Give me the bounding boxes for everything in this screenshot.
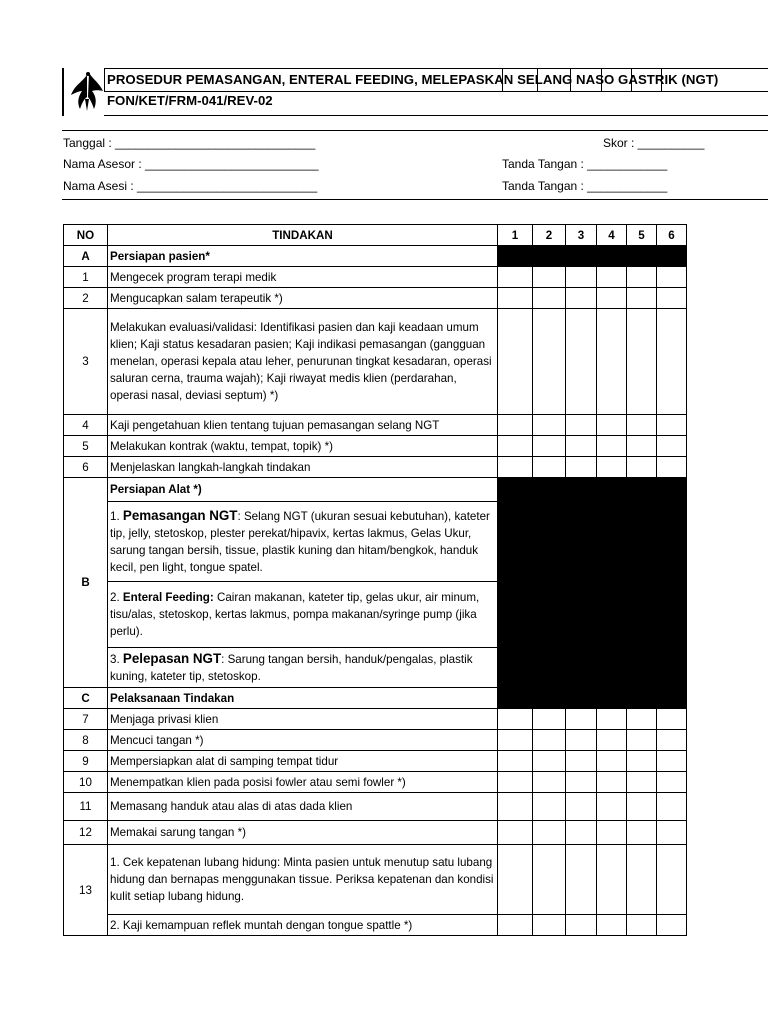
item-heading: Enteral Feeding: [122, 591, 214, 604]
grid-line [601, 69, 602, 91]
row-no: 8 [64, 730, 108, 751]
score-cell[interactable] [498, 457, 533, 478]
score-cell[interactable] [627, 915, 657, 936]
header-score-5: 5 [627, 225, 657, 246]
section-c-title: Pelaksanaan Tindakan [108, 688, 498, 709]
row-text: 2. Kaji kemampuan reflek muntah dengan tongue spattle *) [108, 915, 498, 936]
score-cell[interactable] [498, 751, 533, 772]
score-cell[interactable] [566, 309, 597, 415]
score-cell[interactable] [597, 309, 627, 415]
row-no: 4 [64, 415, 108, 436]
section-a-title: Persiapan pasien* [108, 246, 498, 267]
grid-line [570, 69, 571, 91]
score-cell[interactable] [566, 845, 597, 915]
score-cell[interactable] [657, 793, 687, 821]
header-no: NO [64, 225, 108, 246]
table-row [64, 457, 687, 478]
score-cell[interactable] [533, 915, 566, 936]
score-cell[interactable] [533, 709, 566, 730]
score-cell[interactable] [627, 845, 657, 915]
row-no: 11 [64, 793, 108, 821]
row-no: 10 [64, 772, 108, 793]
grid-line [502, 69, 503, 91]
score-cell[interactable] [533, 751, 566, 772]
row-text: Kaji pengetahuan klien tentang tujuan pemasangan selang NGT [108, 415, 498, 436]
row-text: Menjelaskan langkah-langkah tindakan [108, 457, 498, 478]
section-a-blackout [498, 246, 687, 267]
score-cell[interactable] [533, 845, 566, 915]
score-cell[interactable] [597, 793, 627, 821]
score-cell[interactable] [627, 772, 657, 793]
score-cell[interactable] [566, 821, 597, 845]
score-cell[interactable] [627, 288, 657, 309]
row-no: 6 [64, 457, 108, 478]
item-prefix: 1. [110, 510, 123, 523]
score-cell[interactable] [533, 309, 566, 415]
row-text: Mencuci tangan *) [108, 730, 498, 751]
score-cell[interactable] [566, 793, 597, 821]
score-cell[interactable] [627, 751, 657, 772]
table-row [64, 267, 687, 288]
header-score-6: 6 [657, 225, 687, 246]
score-cell[interactable] [597, 845, 627, 915]
row-no: 13 [64, 845, 108, 936]
tanda-tangan-asesi-field[interactable]: Tanda Tangan : ____________ [502, 179, 668, 193]
table-row [64, 772, 687, 793]
score-cell[interactable] [566, 457, 597, 478]
table-row [64, 730, 687, 751]
table-row [64, 309, 687, 415]
row-no: 7 [64, 709, 108, 730]
row-no: 9 [64, 751, 108, 772]
header-score-2: 2 [533, 225, 566, 246]
row-text: Menjaga privasi klien [108, 709, 498, 730]
logo-frame [62, 68, 106, 116]
score-cell[interactable] [566, 915, 597, 936]
score-cell[interactable] [533, 457, 566, 478]
score-cell[interactable] [627, 309, 657, 415]
tanda-tangan-asesor-field[interactable]: Tanda Tangan : ____________ [502, 157, 668, 171]
table-row [64, 821, 687, 845]
item-body: : Sarung tangan bersih, handuk/pengalas, plastik kuning, kateter tip, stetoskop. [110, 653, 473, 683]
grid-line [661, 69, 662, 91]
row-text: Memasang handuk atau alas di atas dada klien [108, 793, 498, 821]
section-b-blackout [498, 478, 687, 709]
score-cell[interactable] [566, 415, 597, 436]
nama-asesor-field[interactable]: Nama Asesor : __________________________ [63, 157, 319, 171]
form-title: PROSEDUR PEMASANGAN, ENTERAL FEEDING, MELEPASKAN SELANG NASO GASTRIK (NGT) [107, 72, 719, 87]
score-cell[interactable] [657, 915, 687, 936]
score-cell[interactable] [533, 267, 566, 288]
score-cell[interactable] [657, 709, 687, 730]
score-cell[interactable] [597, 415, 627, 436]
score-cell[interactable] [533, 772, 566, 793]
table-row [64, 793, 687, 821]
score-cell[interactable] [597, 821, 627, 845]
grid-line [631, 69, 632, 91]
form-code: FON/KET/FRM-041/REV-02 [107, 93, 273, 108]
score-cell[interactable] [533, 415, 566, 436]
score-cell[interactable] [657, 457, 687, 478]
row-text: 1. Cek kepatenan lubang hidung: Minta pasien untuk menutup satu lubang hidung dan bernapas menggunakan tissue. Periksa kepatenan dan kondisi kulit setiap lubang hidung. [108, 845, 498, 915]
row-text: Mengucapkan salam terapeutik *) [108, 288, 498, 309]
score-cell[interactable] [498, 436, 533, 457]
row-no: 5 [64, 436, 108, 457]
score-cell[interactable] [597, 709, 627, 730]
item-heading: Pelepasan NGT [122, 651, 222, 666]
score-cell[interactable] [597, 436, 627, 457]
score-cell[interactable] [657, 772, 687, 793]
score-cell[interactable] [627, 821, 657, 845]
table-header-row [64, 225, 687, 246]
score-cell[interactable] [498, 793, 533, 821]
score-cell[interactable] [627, 730, 657, 751]
table-row [64, 709, 687, 730]
grid-line [537, 69, 538, 91]
score-cell[interactable] [533, 730, 566, 751]
row-text: Mempersiapkan alat di samping tempat tidur [108, 751, 498, 772]
section-b-title: Persiapan Alat *) [108, 478, 498, 502]
score-cell[interactable] [498, 845, 533, 915]
item-body: Cairan makanan, kateter tip, gelas ukur, air minum, tisu/alas, stetoskop, kertas lakmus, pompa makanan/syringe pump (jika perlu). [110, 591, 480, 638]
score-cell[interactable] [627, 709, 657, 730]
table-row [64, 288, 687, 309]
row-text: Mengecek program terapi medik [108, 267, 498, 288]
tanggal-field[interactable]: Tanggal : ______________________________ [63, 136, 316, 150]
score-cell[interactable] [657, 845, 687, 915]
section-b-item-1 [108, 502, 498, 582]
row-text: Melakukan kontrak (waktu, tempat, topik) *) [108, 436, 498, 457]
score-cell[interactable] [533, 288, 566, 309]
score-cell[interactable] [498, 709, 533, 730]
score-cell[interactable] [498, 821, 533, 845]
score-cell[interactable] [597, 457, 627, 478]
score-cell[interactable] [657, 267, 687, 288]
score-cell[interactable] [597, 915, 627, 936]
row-no: 1 [64, 267, 108, 288]
score-cell[interactable] [533, 436, 566, 457]
skor-field[interactable]: Skor : __________ [603, 136, 705, 150]
section-b-title-row [64, 478, 687, 502]
section-a-code: A [64, 246, 108, 267]
item-body: : Selang NGT (ukuran sesuai kebutuhan), kateter tip, jelly, stetoskop, plester perekat/hipavix, kertas lakmus, Gelas Ukur, sarung tangan bersih, tissue, plastik kuning dan hitam/bengkok, handuk kecil, pen light, tongue spatel. [110, 510, 490, 574]
nama-asesi-field[interactable]: Nama Asesi : ___________________________ [63, 179, 318, 193]
title-divider [104, 91, 768, 92]
score-cell[interactable] [657, 821, 687, 845]
score-cell[interactable] [566, 288, 597, 309]
score-cell[interactable] [498, 267, 533, 288]
header-score-1: 1 [498, 225, 533, 246]
score-cell[interactable] [627, 457, 657, 478]
item-prefix: 2. [110, 591, 123, 604]
score-cell[interactable] [498, 309, 533, 415]
score-cell[interactable] [498, 415, 533, 436]
row-no: 2 [64, 288, 108, 309]
score-cell[interactable] [533, 821, 566, 845]
item-heading: Pemasangan NGT [122, 508, 238, 523]
score-cell[interactable] [566, 436, 597, 457]
score-cell[interactable] [657, 288, 687, 309]
header-score-4: 4 [597, 225, 627, 246]
assessment-table [63, 224, 687, 936]
score-cell[interactable] [498, 915, 533, 936]
score-cell[interactable] [498, 730, 533, 751]
score-cell[interactable] [566, 772, 597, 793]
table-row [64, 845, 687, 915]
section-a-row [64, 246, 687, 267]
section-b-item-2 [108, 582, 498, 648]
score-cell[interactable] [657, 415, 687, 436]
score-cell[interactable] [566, 709, 597, 730]
score-cell[interactable] [657, 309, 687, 415]
score-cell[interactable] [498, 288, 533, 309]
score-cell[interactable] [657, 436, 687, 457]
score-cell[interactable] [597, 288, 627, 309]
score-cell[interactable] [597, 772, 627, 793]
header-tindakan: TINDAKAN [108, 225, 498, 246]
score-cell[interactable] [627, 267, 657, 288]
header-score-3: 3 [566, 225, 597, 246]
title-left-border [104, 69, 105, 91]
score-cell[interactable] [627, 436, 657, 457]
score-cell[interactable] [566, 751, 597, 772]
row-text: Memakai sarung tangan *) [108, 821, 498, 845]
row-text: Menempatkan klien pada posisi fowler atau semi fowler *) [108, 772, 498, 793]
score-cell[interactable] [657, 751, 687, 772]
section-c-code: C [64, 688, 108, 709]
score-cell[interactable] [597, 751, 627, 772]
row-no: 3 [64, 309, 108, 415]
score-cell[interactable] [566, 267, 597, 288]
score-cell[interactable] [627, 793, 657, 821]
score-cell[interactable] [498, 772, 533, 793]
score-cell[interactable] [597, 267, 627, 288]
section-b-item-3 [108, 648, 498, 688]
bird-wings-logo-icon [67, 69, 107, 115]
table-row [64, 915, 687, 936]
row-text: Melakukan evaluasi/validasi: Identifikasi pasien dan kaji keadaan umum klien; Kaji status kesadaran pasien; Kaji indikasi pemasangan (gangguan menelan, operasi kepala atau leher, penurunan tingkat kesadaran, operasi saluran cerna, trauma wajah); Kaji riwayat medis klien (perdarahan, operasi nasal, deviasi septum) *) [108, 309, 498, 415]
score-cell[interactable] [627, 415, 657, 436]
score-cell[interactable] [533, 793, 566, 821]
table-row [64, 436, 687, 457]
row-no: 12 [64, 821, 108, 845]
score-cell[interactable] [566, 730, 597, 751]
item-prefix: 3. [110, 653, 123, 666]
section-b-code: B [64, 478, 108, 688]
score-cell[interactable] [597, 730, 627, 751]
table-row [64, 415, 687, 436]
table-row [64, 751, 687, 772]
score-cell[interactable] [657, 730, 687, 751]
